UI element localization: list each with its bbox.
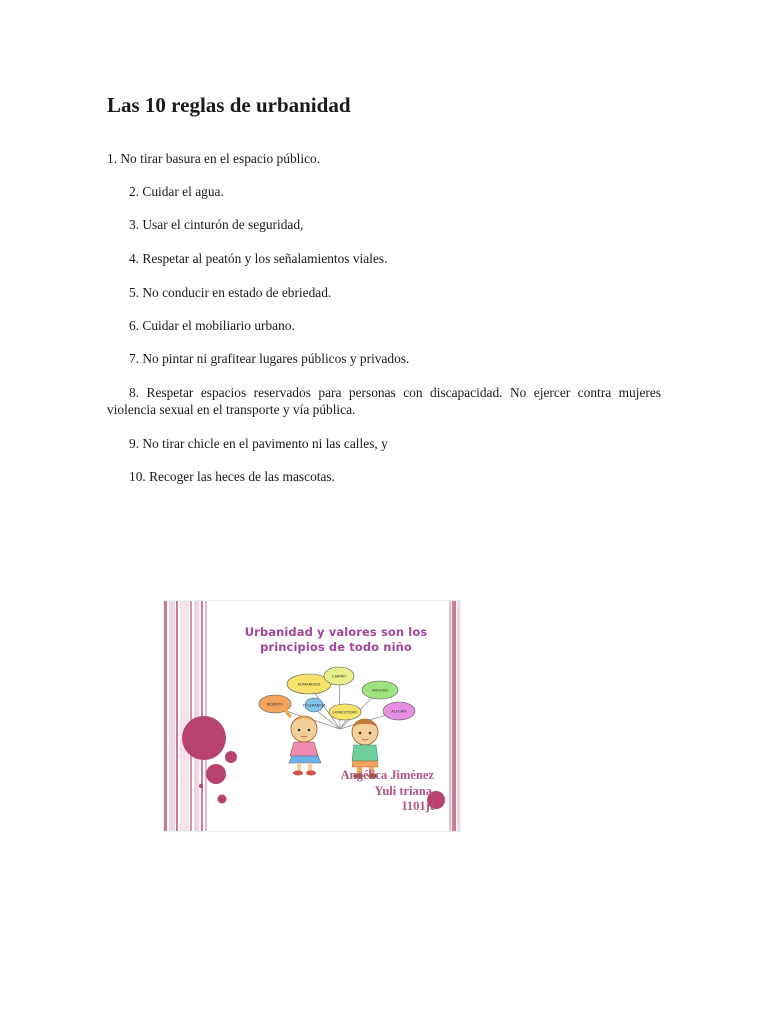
rule-item: 6. Cuidar el mobiliario urbano. <box>129 318 295 333</box>
cover-authors <box>274 768 434 815</box>
rule-item: 4. Respetar al peatón y los señalamientos viales. <box>129 251 388 266</box>
rule-item: 8. Respetar espacios reservados para personas con discapacidad. No ejercer contra mujeres violencia sexual en el transporte y vía pública. <box>107 385 661 417</box>
cover-image <box>164 601 460 831</box>
svg-text:RESPETO: RESPETO <box>266 702 284 707</box>
rule-item: 9. No tirar chicle en el pavimento ni las calles, y <box>129 436 388 451</box>
cover-title: Urbanidad y valores son los principios de todo niño <box>244 625 428 654</box>
group-code: 1101jt <box>401 799 434 813</box>
rule-item: 5. No conducir en estado de ebriedad. <box>129 285 332 300</box>
svg-text:HONESTIDAD: HONESTIDAD <box>333 710 357 715</box>
author-name: Angélica Jiménez <box>340 768 434 782</box>
author-name: Yuli triana <box>374 783 432 798</box>
rule-item: 1. No tirar basura en el espacio público. <box>107 151 321 166</box>
rule-item: 3. Usar el cinturón de seguridad, <box>129 217 304 232</box>
svg-text:HUMANIDAD: HUMANIDAD <box>297 682 321 687</box>
svg-text:ALEGRÍA: ALEGRÍA <box>391 709 407 714</box>
rule-item: 2. Cuidar el agua. <box>129 184 224 199</box>
svg-text:CARIÑO: CARIÑO <box>331 674 347 679</box>
svg-text:TOLERANCIA: TOLERANCIA <box>302 703 326 708</box>
svg-text:AMISTAD: AMISTAD <box>371 688 389 693</box>
decorative-circle <box>182 716 226 760</box>
girl-figure <box>286 705 321 776</box>
document-title: Las 10 reglas de urbanidad <box>107 93 351 117</box>
rule-item: 10. Recoger las heces de las mascotas. <box>129 469 335 484</box>
rule-item: 7. No pintar ni grafitear lugares públicos y privados. <box>129 351 410 366</box>
